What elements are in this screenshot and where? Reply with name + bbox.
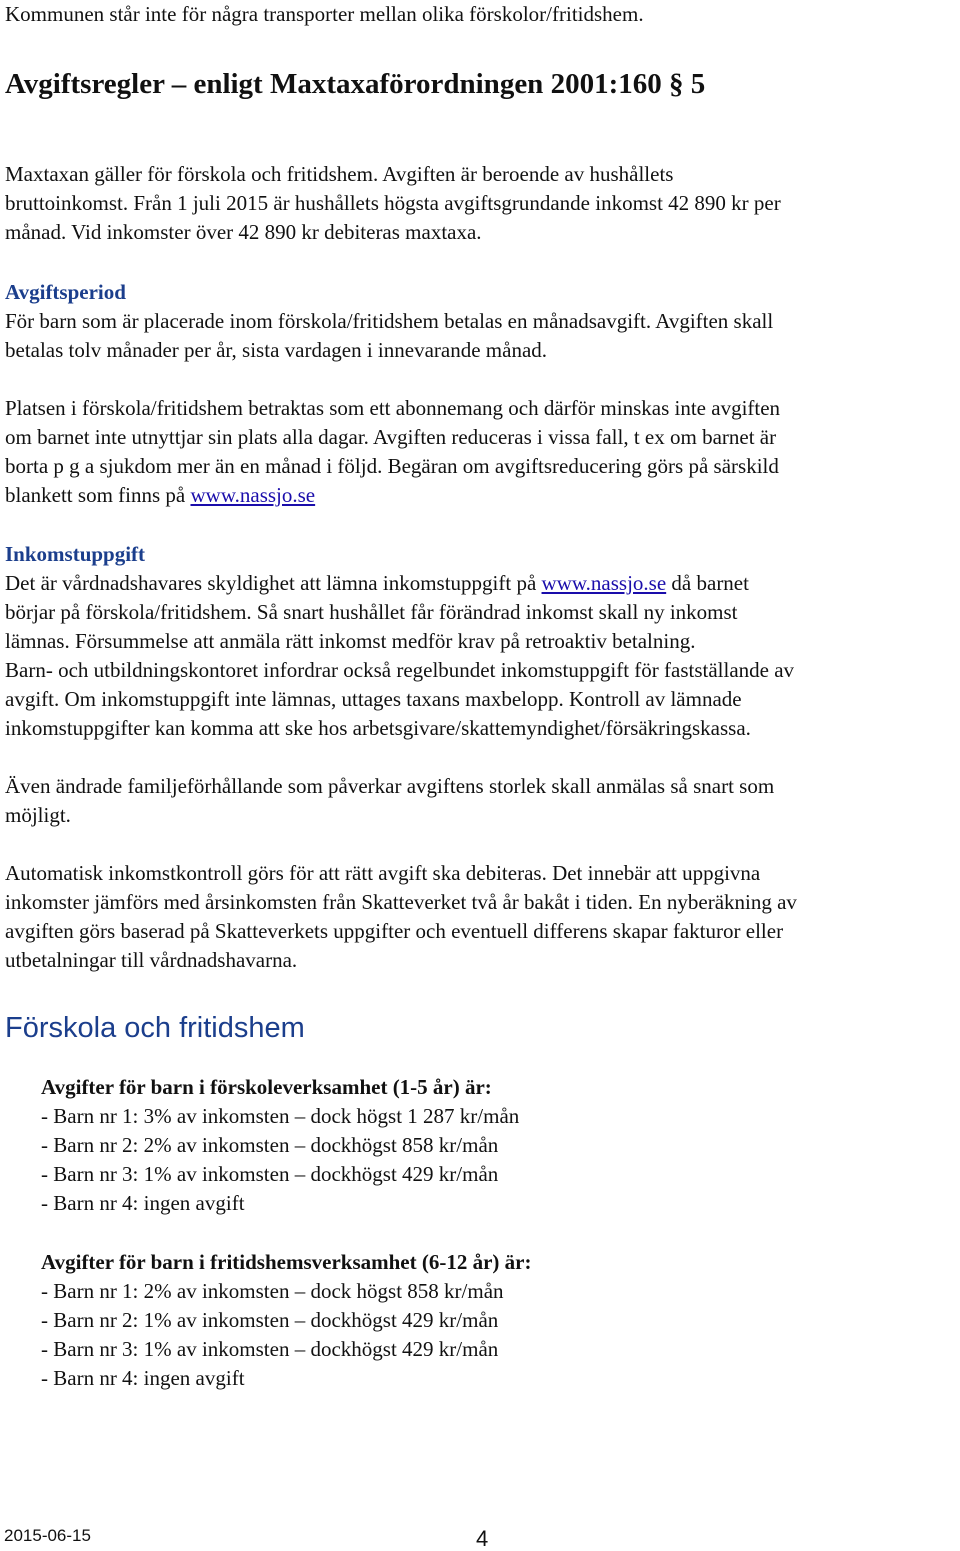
forskola-fee-item: - Barn nr 4: ingen avgift [41,1191,245,1215]
inkomstuppgift-line-1-prefix: Det är vårdnadshavares skyldighet att lämna inkomstuppgift på [5,571,542,595]
kontroll-line-2: inkomster jämförs med årsinkomsten från Skatteverket två år bakåt i tiden. En nyberäkning av [5,890,797,914]
familj-line-2: möjligt. [5,803,71,827]
inkomstuppgift-line-5: avgift. Om inkomstuppgift inte lämnas, uttages taxans maxbelopp. Kontroll av lämnade [5,687,742,711]
fritids-fees-heading: Avgifter för barn i fritidshemsverksamhet (6-12 år) är: [41,1250,532,1274]
fritids-fee-item: - Barn nr 4: ingen avgift [41,1366,245,1390]
fritids-fee-item: - Barn nr 3: 1% av inkomsten – dockhögst 429 kr/mån [41,1337,499,1361]
inkomstuppgift-line-3: lämnas. Försummelse att anmäla rätt inkomst medför krav på retroaktiv betalning. [5,629,696,653]
forskola-fee-item: - Barn nr 2: 2% av inkomsten – dockhögst 858 kr/mån [41,1133,499,1157]
fritids-fee-item: - Barn nr 1: 2% av inkomsten – dock högst 858 kr/mån [41,1279,504,1303]
forskola-fee-item: - Barn nr 1: 3% av inkomsten – dock högst 1 287 kr/mån [41,1104,520,1128]
platsen-line-4-text: blankett som finns på [5,483,191,507]
kontroll-line-4: utbetalningar till vårdnadshavarna. [5,948,298,972]
nassjo-link[interactable]: www.nassjo.se [190,483,316,507]
inkomstuppgift-line-2: börjar på förskola/fritidshem. Så snart hushållet får förändrad inkomst skall ny inkomst [5,600,738,624]
platsen-line-3: borta p g a sjukdom mer än en månad i följd. Begäran om avgiftsreducering görs på särskild [5,454,779,478]
page-number: 4 [476,1526,489,1551]
kontroll-line-3: avgiften görs baserad på Skatteverkets uppgifter och eventuell differens skapar fakturor eller [5,919,784,943]
maxtaxa-line-1: Maxtaxan gäller för förskola och fritidshem. Avgiften är beroende av hushållets [5,162,674,186]
forskola-fee-item: - Barn nr 3: 1% av inkomsten – dockhögst 429 kr/mån [41,1162,499,1186]
section-heading: Förskola och fritidshem [5,1012,305,1044]
maxtaxa-line-3: månad. Vid inkomster över 42 890 kr debiteras maxtaxa. [5,220,482,244]
fritids-fee-item: - Barn nr 2: 1% av inkomsten – dockhögst 429 kr/mån [41,1308,499,1332]
intro-line: Kommunen står inte för några transporter mellan olika förskolor/fritidshem. [5,2,644,26]
platsen-line-1: Platsen i förskola/fritidshem betraktas som ett abonnemang och därför minskas inte avgiften [5,396,781,420]
avgiftsperiod-line-2: betalas tolv månader per år, sista vardagen i innevarande månad. [5,338,548,362]
avgiftsperiod-heading: Avgiftsperiod [5,280,126,304]
nassjo-link-inkomst[interactable]: www.nassjo.se [541,571,667,595]
forskola-fees-heading: Avgifter för barn i förskoleverksamhet (1-5 år) är: [41,1075,492,1099]
kontroll-line-1: Automatisk inkomstkontroll görs för att rätt avgift ska debiteras. Det innebär att uppgivna [5,861,761,885]
avgiftsperiod-line-1: För barn som är placerade inom förskola/fritidshem betalas en månadsavgift. Avgiften skall [5,309,774,333]
platsen-line-4 [5,481,315,510]
platsen-line-2: om barnet inte utnyttjar sin plats alla dagar. Avgiften reduceras i vissa fall, t ex om barnet är [5,425,777,449]
inkomstuppgift-heading: Inkomstuppgift [5,542,146,566]
familj-line-1: Även ändrade familjeförhållande som påverkar avgiftens storlek skall anmälas så snart som [5,774,775,798]
inkomstuppgift-line-1 [5,569,749,598]
main-heading: Avgiftsregler – enligt Maxtaxaförordningen 2001:160 § 5 [5,68,706,100]
inkomstuppgift-line-4: Barn- och utbildningskontoret infordrar också regelbundet inkomstuppgift för fastställande av [5,658,795,682]
footer-date: 2015-06-15 [4,1526,91,1545]
inkomstuppgift-line-1-suffix: då barnet [666,571,749,595]
inkomstuppgift-line-6: inkomstuppgifter kan komma att ske hos arbetsgivare/skattemyndighet/försäkringskassa. [5,716,751,740]
maxtaxa-line-2: bruttoinkomst. Från 1 juli 2015 är hushållets högsta avgiftsgrundande inkomst 42 890 kr per [5,191,781,215]
